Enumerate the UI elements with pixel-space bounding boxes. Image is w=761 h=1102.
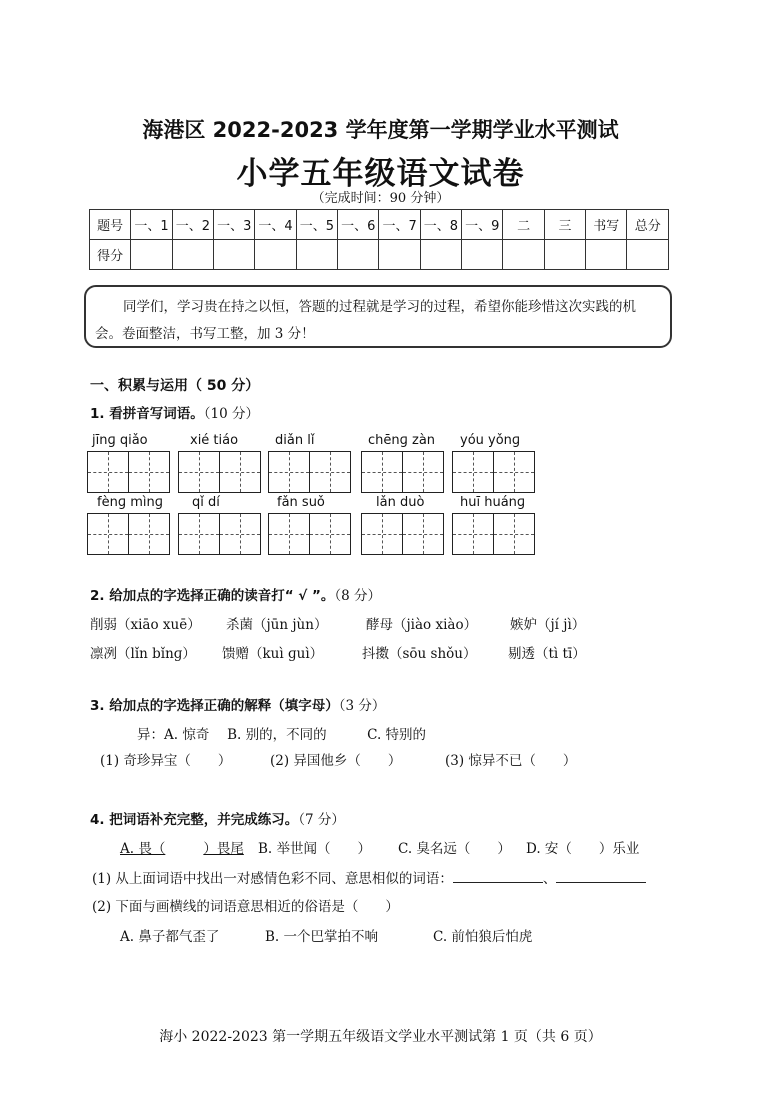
writing-grid [361, 451, 444, 493]
score-cell: 一、2 [172, 210, 213, 240]
score-blank-cell[interactable] [586, 240, 627, 270]
q4-option-b: B. 举世闻（ ） [258, 841, 372, 857]
q4-choice: A. 鼻子都气歪了 [120, 929, 220, 945]
q4-a-prefix: A. 畏（ [120, 841, 166, 857]
char-box[interactable] [87, 513, 129, 555]
char-box[interactable] [493, 513, 535, 555]
score-table-score-row [90, 240, 669, 270]
char-box[interactable] [361, 513, 403, 555]
score-blank-cell[interactable] [420, 240, 461, 270]
score-cell: 总分 [627, 210, 669, 240]
score-cell: 一、8 [420, 210, 461, 240]
score-blank-cell[interactable] [462, 240, 503, 270]
q2-item: 凛冽（lǐn bǐnɡ） [90, 646, 196, 662]
score-table-header-row [90, 210, 669, 240]
char-box[interactable] [309, 451, 351, 493]
char-box[interactable] [361, 451, 403, 493]
score-cell: 一、7 [379, 210, 420, 240]
q2-item: 杀菌（jūn jùn） [226, 617, 328, 633]
score-cell: 一、3 [214, 210, 255, 240]
q1-score: （10 分） [203, 406, 259, 422]
exam-time: （完成时间：90 分钟） [311, 191, 450, 206]
q4-heading [90, 808, 345, 828]
pinyin-label: huī huánɡ [460, 495, 526, 510]
q3-heading [90, 694, 385, 714]
writing-grid [452, 513, 535, 555]
q2-heading [90, 584, 381, 604]
q4-sub1 [92, 867, 646, 887]
score-blank-cell[interactable] [379, 240, 420, 270]
score-blank-cell[interactable] [338, 240, 379, 270]
score-cell: 一、9 [462, 210, 503, 240]
score-row-label: 得分 [90, 240, 131, 270]
char-box[interactable] [219, 451, 261, 493]
score-cell: 题号 [90, 210, 131, 240]
q1-title: 1. 看拼音写词语。 [90, 406, 204, 422]
score-cell: 三 [544, 210, 585, 240]
score-blank-cell[interactable] [214, 240, 255, 270]
pinyin-label: jīnɡ qiǎo [92, 433, 148, 448]
q2-item: 抖擞（sōu shǒu） [362, 646, 477, 662]
q2-item: 剔透（tì tī） [508, 646, 586, 662]
pinyin-label: xié tiáo [190, 433, 239, 448]
char-box[interactable] [309, 513, 351, 555]
q3-item: (1) 奇珍异宝（ ） [100, 753, 232, 769]
char-box[interactable] [452, 513, 494, 555]
score-table [89, 209, 669, 270]
char-box[interactable] [128, 451, 170, 493]
page-footer: 海小 2022-2023 第一学期五年级语文学业水平测试第 1 页（共 6 页） [159, 1029, 602, 1045]
score-cell: 一、1 [131, 210, 172, 240]
char-box[interactable] [268, 513, 310, 555]
writing-grid [361, 513, 444, 555]
writing-grid [87, 451, 170, 493]
q1-heading [90, 402, 259, 422]
answer-blank[interactable] [556, 868, 646, 883]
q2-item: 馈赠（kuì ɡuì） [222, 646, 324, 662]
q2-item: 嫉妒（jí jì） [510, 617, 586, 633]
exam-title-line1: 海港区 2022-2023 学年度第一学期学业水平测试 [142, 118, 619, 142]
section1-title: 一、积累与运用（ 50 分） [90, 378, 260, 394]
exam-title-line2: 小学五年级语文试卷 [236, 156, 525, 192]
char-box[interactable] [402, 451, 444, 493]
score-blank-cell[interactable] [503, 240, 544, 270]
pinyin-label: yóu yǒnɡ [460, 433, 521, 448]
writing-grid [178, 513, 261, 555]
score-cell: 一、6 [338, 210, 379, 240]
q2-item: 酵母（jiào xiào） [366, 617, 478, 633]
q4-option-c: C. 臭名远（ ） [398, 841, 511, 857]
notice-box: 同学们，学习贵在持之以恒，答题的过程就是学习的过程，希望你能珍惜这次实践的机会。卷面整洁，书写工整，加 3 分！ [84, 285, 672, 348]
char-box[interactable] [87, 451, 129, 493]
writing-grid [452, 451, 535, 493]
q3-item: (2) 异国他乡（ ） [270, 753, 402, 769]
score-blank-cell[interactable] [172, 240, 213, 270]
char-box[interactable] [219, 513, 261, 555]
pinyin-label: qǐ dí [192, 495, 220, 510]
score-cell: 书写 [586, 210, 627, 240]
char-box[interactable] [493, 451, 535, 493]
score-blank-cell[interactable] [131, 240, 172, 270]
q3-title: 3. 给加点的字选择正确的解释（填字母） [90, 698, 339, 714]
q4-sub1-text: (1) 从上面词语中找出一对感情色彩不同、意思相似的词语： [92, 871, 453, 887]
q2-title: 2. 给加点的字选择正确的读音打“ √ ”。 [90, 588, 335, 604]
char-box[interactable] [178, 513, 220, 555]
q4-a-suffix: ）畏尾 [203, 841, 244, 857]
pinyin-label: fènɡ mìnɡ [97, 495, 163, 510]
score-blank-cell[interactable] [255, 240, 296, 270]
char-box[interactable] [178, 451, 220, 493]
pinyin-label: fǎn suǒ [277, 495, 325, 510]
q4-option-d: D. 安（ ）乐业 [526, 841, 640, 857]
char-box[interactable] [128, 513, 170, 555]
score-cell: 一、5 [296, 210, 337, 240]
writing-grid [268, 451, 351, 493]
q3-score: （3 分） [338, 698, 386, 714]
score-blank-cell[interactable] [627, 240, 669, 270]
score-blank-cell[interactable] [544, 240, 585, 270]
pinyin-label: lǎn duò [376, 495, 425, 510]
q2-score: （8 分） [334, 588, 382, 604]
q4-choice: C. 前怕狼后怕虎 [433, 929, 533, 945]
char-box[interactable] [452, 451, 494, 493]
score-cell: 一、4 [255, 210, 296, 240]
char-box[interactable] [268, 451, 310, 493]
q3-item: (3) 惊异不已（ ） [445, 753, 577, 769]
writing-grid [87, 513, 170, 555]
writing-grid [178, 451, 261, 493]
q3-definitions: 异：A. 惊奇 B. 别的，不同的 C. 特别的 [137, 727, 427, 743]
answer-blank[interactable] [453, 868, 543, 883]
score-cell: 二 [503, 210, 544, 240]
score-blank-cell[interactable] [296, 240, 337, 270]
q2-item: 削弱（xiāo xuē） [90, 617, 201, 633]
pinyin-label: diǎn lǐ [275, 433, 315, 448]
q4-option-a [120, 837, 244, 857]
writing-grid [268, 513, 351, 555]
q4-sub2: (2) 下面与画横线的词语意思相近的俗语是（ ） [92, 899, 399, 915]
q4-score: （7 分） [298, 812, 345, 828]
char-box[interactable] [402, 513, 444, 555]
q4-title: 4. 把词语补充完整，并完成练习。 [90, 812, 299, 828]
q4-choice: B. 一个巴掌拍不响 [265, 929, 379, 945]
pinyin-label: chēnɡ zàn [368, 433, 436, 448]
q4-sub1-separator: 、 [542, 871, 557, 887]
